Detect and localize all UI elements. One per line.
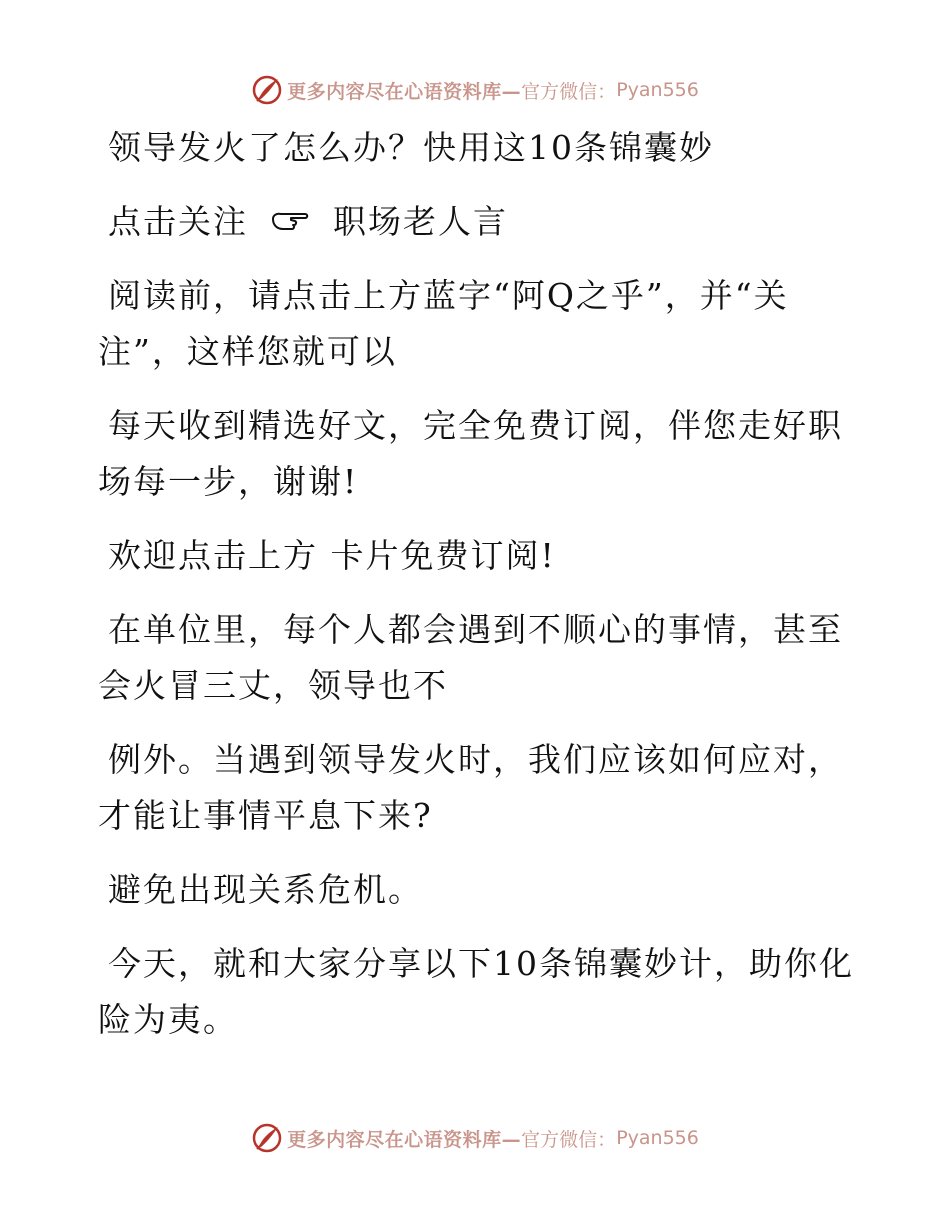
banner-wechat-label: 官方微信：	[521, 1128, 617, 1151]
footer-watermark-banner	[0, 1120, 950, 1156]
banner-text: 更多内容尽在心语资料库—	[287, 80, 522, 103]
paragraph: 今天，就和大家分享以下10条锦囊妙计，助你化险为夷。	[98, 944, 854, 1039]
paragraph: 每天收到精选好文，完全免费订阅，伴您走好职场每一步，谢谢!	[98, 406, 843, 501]
banner-text: 更多内容尽在心语资料库—	[287, 1128, 522, 1151]
paragraph: 在单位里，每个人都会遇到不顺心的事情，甚至会火冒三丈，领导也不	[98, 610, 843, 705]
header-watermark-banner	[0, 72, 950, 108]
pointing-hand-icon	[271, 209, 311, 233]
follow-suffix: 职场老人言	[333, 202, 508, 241]
banner-wechat-id: Pyan556	[616, 1127, 699, 1149]
article-body	[98, 120, 858, 1066]
article-title: 领导发火了怎么办？快用这10条锦囊妙	[108, 128, 714, 167]
paragraph: 例外。当遇到领导发火时，我们应该如何应对，才能让事情平息下来?	[98, 740, 843, 835]
paragraph: 避免出现关系危机。	[108, 870, 423, 909]
follow-line	[98, 194, 858, 250]
banner-wechat-label: 官方微信：	[521, 80, 617, 103]
quill-logo-icon	[251, 1122, 283, 1154]
follow-prefix: 点击关注	[108, 202, 248, 241]
paragraph: 欢迎点击上方 卡片免费订阅!	[108, 536, 556, 575]
paragraph: 阅读前，请点击上方蓝字“阿Q之乎”，并“关注”，这样您就可以	[98, 276, 789, 371]
quill-logo-icon	[251, 74, 283, 106]
banner-wechat-id: Pyan556	[616, 79, 699, 101]
